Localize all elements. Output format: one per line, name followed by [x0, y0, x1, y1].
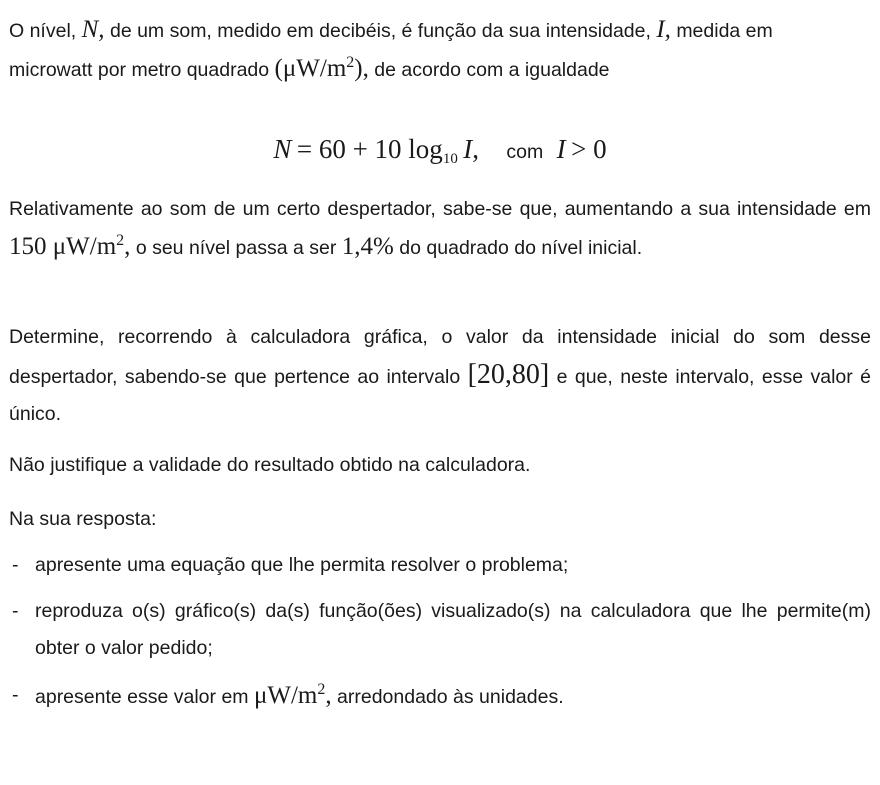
percent-value: 1,4%: [341, 233, 394, 260]
intro-text-2: de um som, medido em decibéis, é função da sua intensidade,: [109, 20, 651, 42]
bullet-dash: -: [12, 600, 19, 622]
formula-body: = 60 + 10 $\log_{10}$: [296, 134, 458, 167]
paragraph-despertador: [9, 191, 871, 267]
paragraph-determine: [9, 319, 871, 433]
bullet-item-2: [9, 593, 871, 667]
intro-paragraph: [9, 11, 859, 89]
bullet-text: apresente esse valor em $\mu W/m^2$, arredondado às unidades.: [35, 681, 564, 709]
intro-text-1: O nível,: [9, 20, 77, 42]
formula-arg: I: [463, 134, 473, 164]
formula-lhs: N: [273, 134, 292, 164]
variable-n: N,: [81, 16, 105, 43]
formula-condition-var: I: [556, 134, 566, 164]
variable-i: I,: [656, 16, 671, 43]
bullet-item-1: [9, 547, 871, 584]
formula-comma: ,: [472, 134, 479, 164]
formula-com: com: [506, 141, 544, 163]
bullet-dash: -: [12, 554, 19, 576]
formula-condition: > 0: [571, 134, 607, 164]
para1-text-1: Relativamente ao som de um certo despertador, sabe-se que, aumentando a sua intensidade em: [9, 198, 871, 220]
para2-text-1: Determine, recorrendo à calculadora gráfica, o valor da intensidade inicial do som desse despertador, sabendo-se que pertence ao intervalo: [9, 326, 871, 388]
unit-expression: $(\mu W/m^2)$,: [274, 54, 369, 82]
bullet-text: reproduza o(s) gráfico(s) da(s) função(ões) visualizado(s) na calculadora que lhe permite(m) obter o valor pedido;: [35, 600, 871, 659]
paragraph-no-justify: Não justifique a validade do resultado obtido na calculadora.: [9, 454, 531, 476]
para1-text-2: o seu nível passa a ser: [135, 237, 337, 259]
bullet-dash: -: [12, 684, 19, 706]
bullet-text: apresente uma equação que lhe permita resolver o problema;: [35, 554, 569, 576]
intensity-increase: 150 $\mu W/m^2$,: [9, 232, 131, 260]
bullet-item-3: [9, 677, 871, 716]
para1-text-3: do quadrado do nível inicial.: [399, 237, 643, 259]
intro-text-3: medida em microwatt por metro quadrado: [9, 20, 773, 81]
formula: [0, 129, 880, 172]
para2-text-2: e que, neste intervalo, esse valor é único.: [9, 366, 871, 425]
paragraph-answer-intro: Na sua resposta:: [9, 508, 157, 530]
intro-text-4: de acordo com a igualdade: [374, 59, 610, 81]
unit-expression: $\mu W/m^2$,: [253, 681, 332, 709]
interval: [20,80]: [467, 359, 550, 390]
